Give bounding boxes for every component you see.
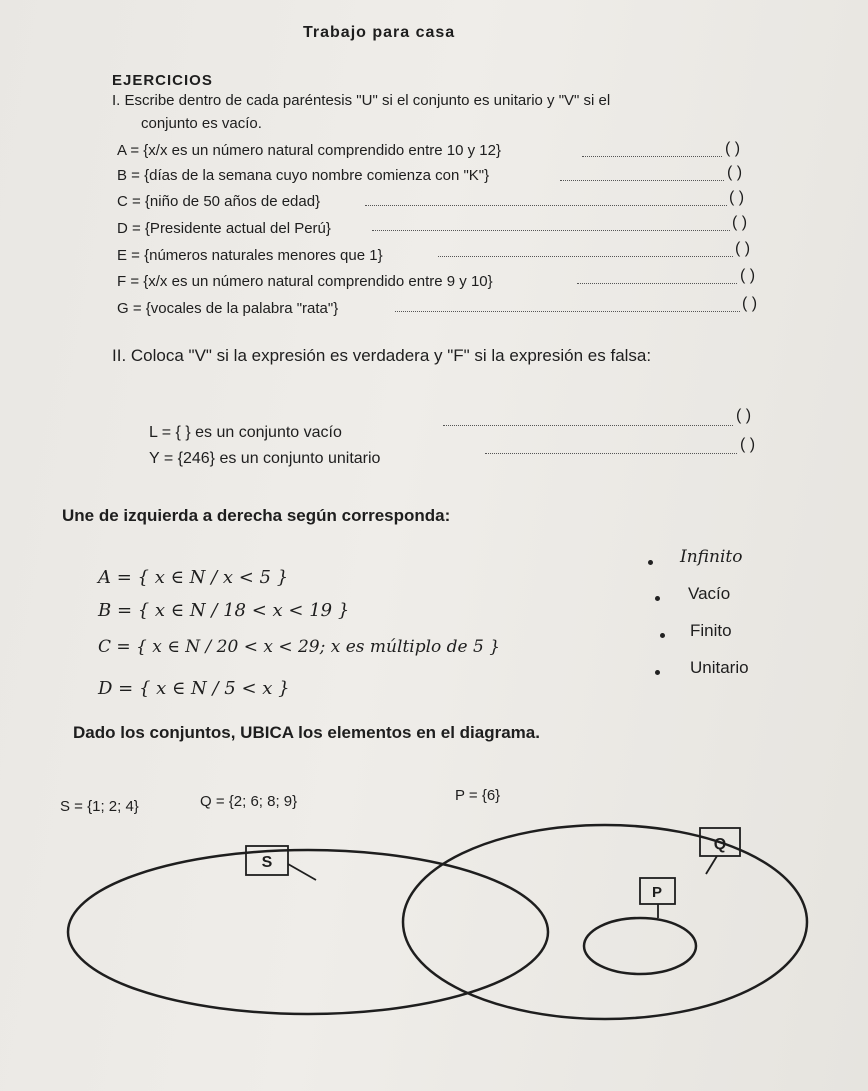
venn-label-p: P [651, 884, 663, 901]
ejercicios-heading: EJERCICIOS [112, 72, 213, 89]
match-right-vacio[interactable]: Vacío [688, 584, 731, 603]
match-right-infinito[interactable]: Infinito [680, 547, 743, 567]
page-title: Trabajo para casa [303, 24, 456, 41]
set-d-text: D = {Presidente actual del Perú} [117, 220, 331, 237]
set-f-text: F = {x/x es un número natural comprendido entre 9 y 10} [117, 273, 493, 290]
pointer-line-q [706, 856, 717, 874]
match-left-c[interactable]: C = { x ∈ N / 20 < x < 29; x es múltiplo de 5 } [98, 637, 501, 657]
set-q-definition: Q = {2; 6; 8; 9} [200, 793, 298, 810]
set-g-text: G = {vocales de la palabra "rata"} [117, 300, 339, 317]
statement-y: Y = {246} es un conjunto unitario [149, 450, 381, 467]
answer-paren-c[interactable]: ( ) [729, 189, 745, 206]
venn-label-s: S [261, 854, 273, 871]
answer-paren-g[interactable]: ( ) [742, 295, 758, 312]
section4-heading: Dado los conjuntos, UBICA los elementos en el diagrama. [73, 723, 540, 742]
set-a-text: A = {x/x es un número natural comprendido entre 10 y 12} [117, 142, 501, 159]
match-right-unitario[interactable]: Unitario [690, 658, 749, 677]
venn-label-q: Q [713, 836, 727, 853]
statement-l: L = { } es un conjunto vacío [149, 424, 342, 441]
set-e-text: E = {números naturales menores que 1} [117, 247, 383, 264]
match-left-d[interactable]: D = { x ∈ N / 5 < x } [98, 678, 290, 699]
answer-paren-f[interactable]: ( ) [740, 267, 756, 284]
match-right-finito[interactable]: Finito [690, 621, 732, 640]
set-s-definition: S = {1; 2; 4} [60, 798, 139, 815]
answer-paren-a[interactable]: ( ) [725, 140, 741, 157]
answer-paren-d[interactable]: ( ) [732, 214, 748, 231]
answer-paren-e[interactable]: ( ) [735, 240, 751, 257]
answer-paren-y[interactable]: ( ) [740, 436, 756, 453]
set-c-text: C = {niño de 50 años de edad} [117, 193, 321, 210]
set-q-ellipse[interactable] [403, 825, 807, 1019]
answer-paren-b[interactable]: ( ) [727, 164, 743, 181]
pointer-line-s [288, 864, 316, 880]
match-left-b[interactable]: B = { x ∈ N / 18 < x < 19 } [98, 600, 350, 621]
set-b-text: B = {días de la semana cuyo nombre comienza con "K"} [117, 167, 490, 184]
section2-instruction: II. Coloca "V" si la expresión es verdadera y "F" si la expresión es falsa: [112, 346, 652, 365]
set-p-ellipse[interactable] [584, 918, 696, 974]
section1-instruction-line1: I. Escribe dentro de cada paréntesis "U" si el conjunto es unitario y "V" si el [112, 92, 611, 109]
answer-paren-l[interactable]: ( ) [736, 407, 752, 424]
section1-instruction-line2: conjunto es vacío. [141, 115, 262, 132]
set-p-definition: P = {6} [455, 787, 501, 804]
section3-heading: Une de izquierda a derecha según corresponda: [62, 506, 451, 525]
match-left-a[interactable]: A = { x ∈ N / x < 5 } [98, 567, 289, 588]
